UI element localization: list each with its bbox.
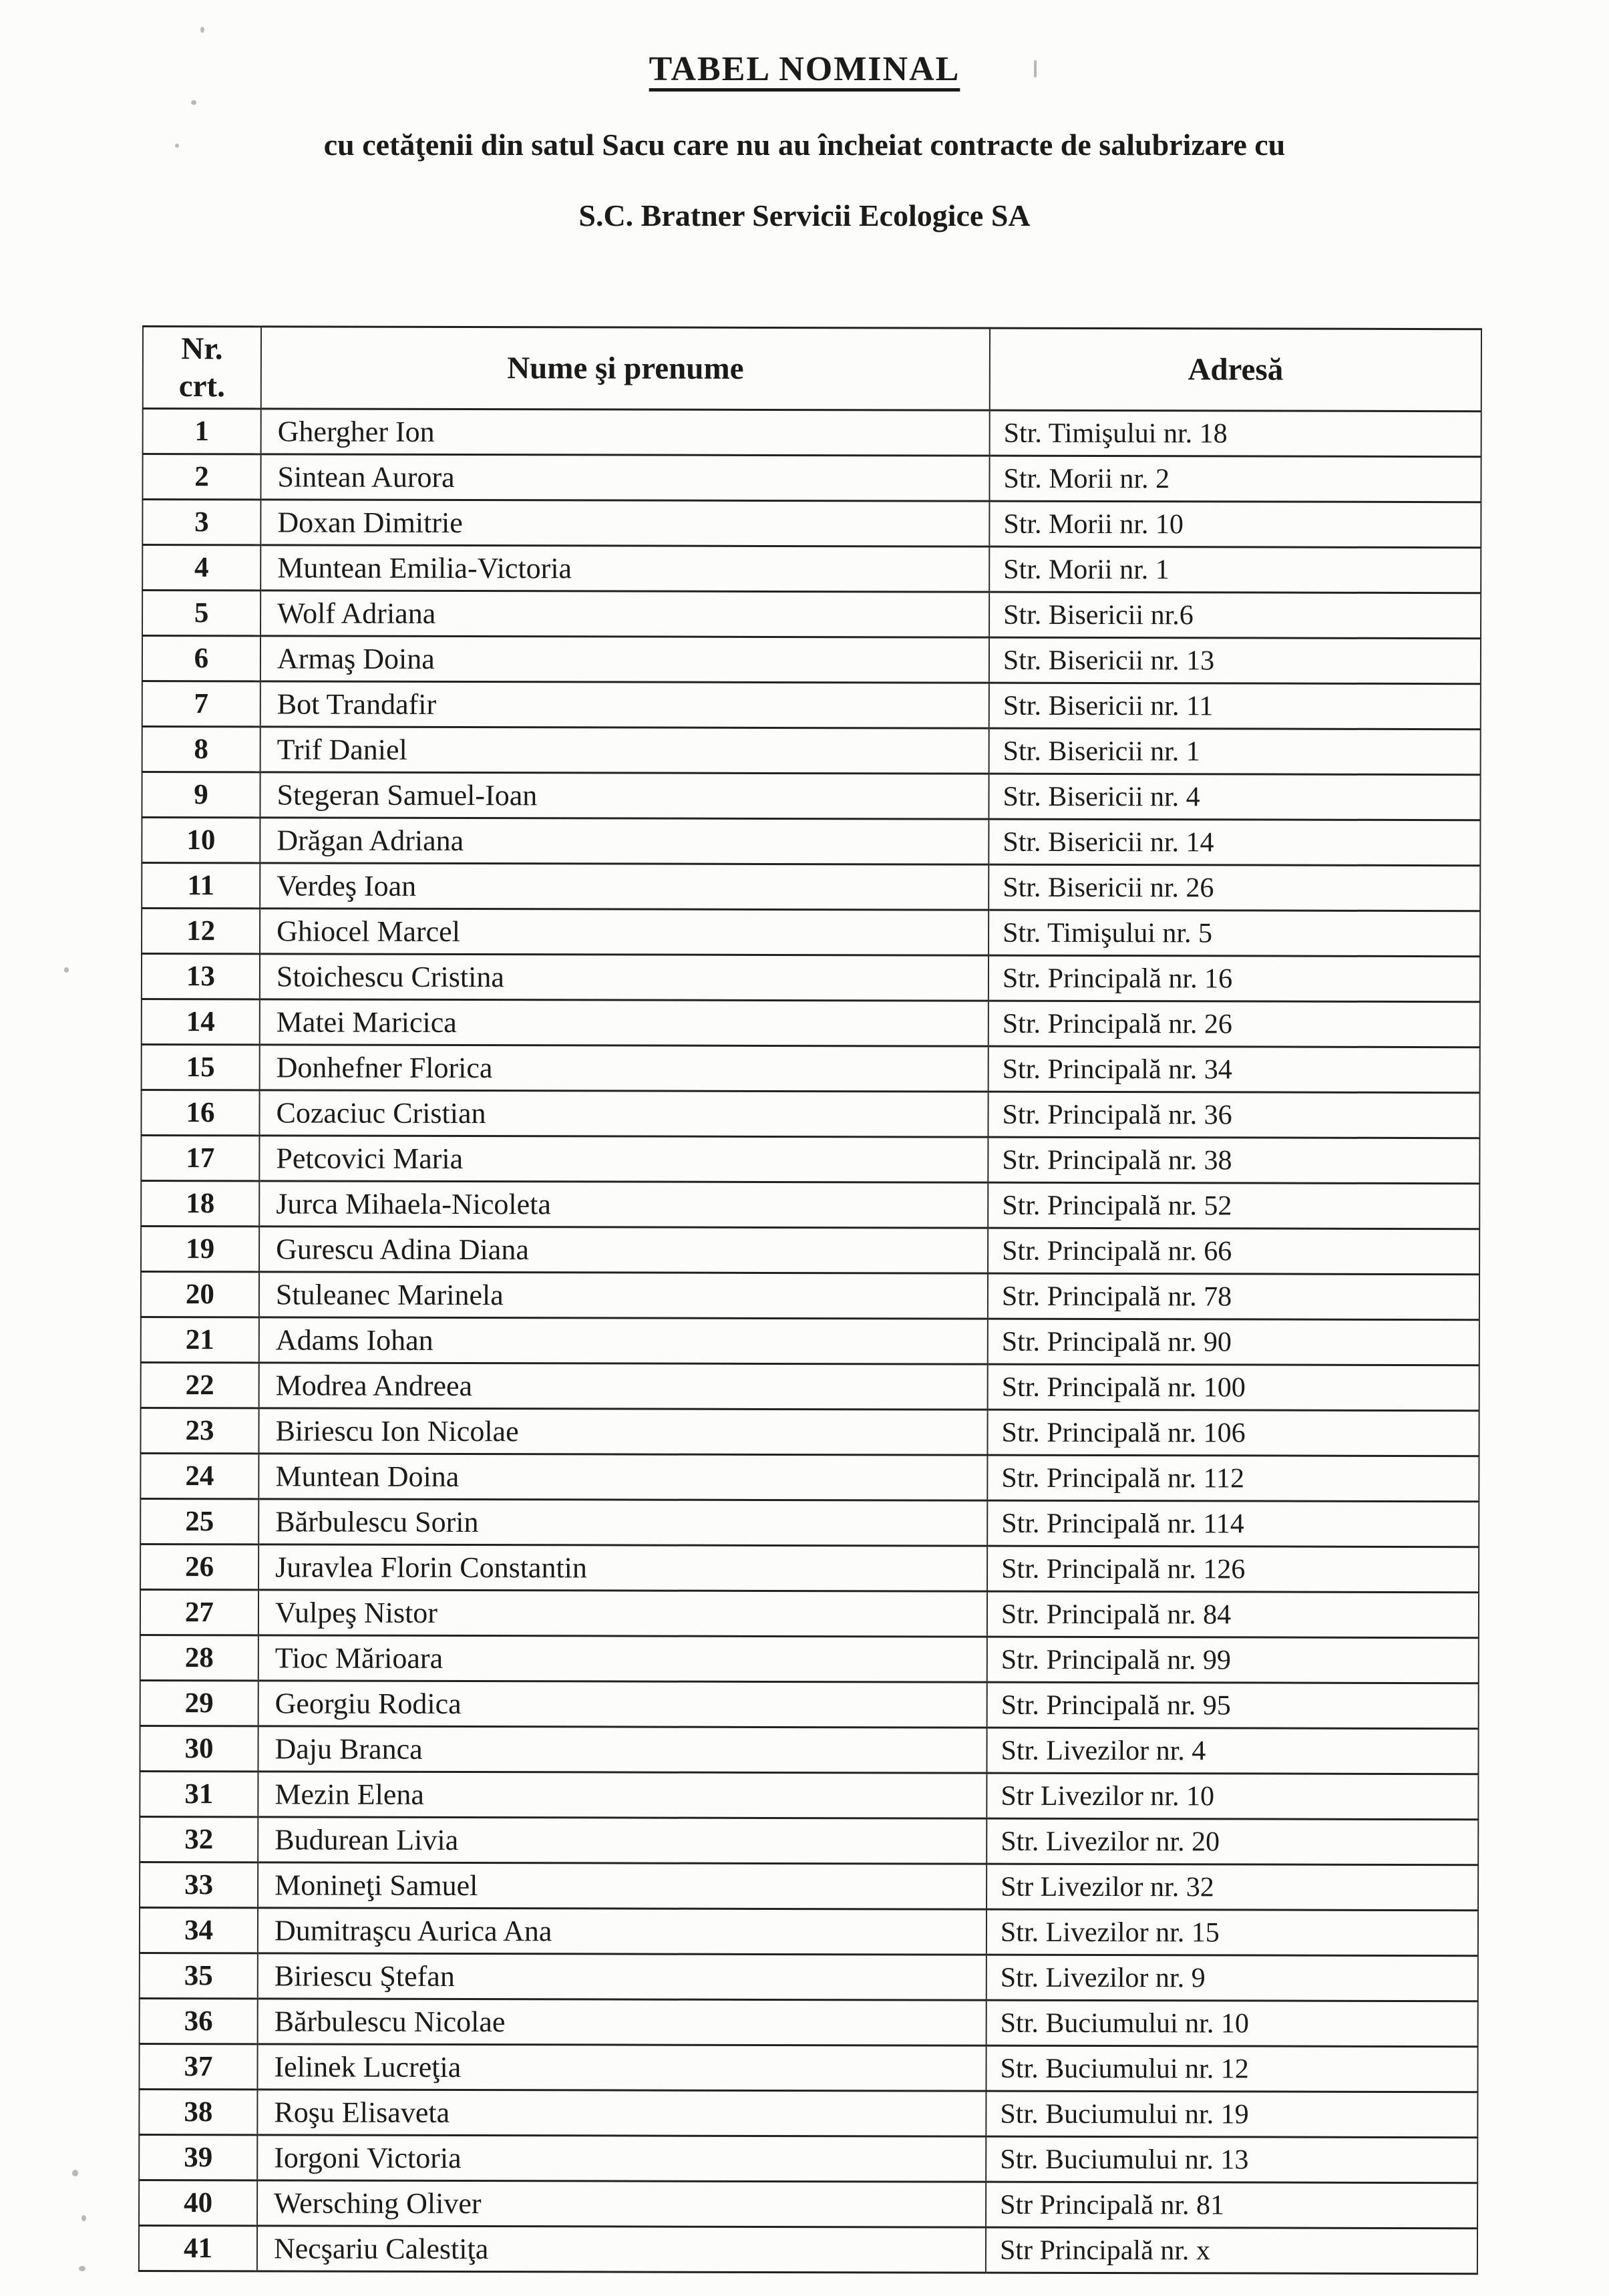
col-header-nr-crt [143, 327, 261, 409]
cell-name: Daju Branca [258, 1726, 987, 1773]
cell-name: Bărbulescu Nicolae [258, 1999, 987, 2045]
cell-name: Stuleanec Marinela [259, 1272, 988, 1319]
cell-address: Str. Bisericii nr.6 [989, 592, 1481, 639]
cell-address: Str. Timişului nr. 5 [989, 910, 1480, 957]
table-row [141, 1271, 1479, 1319]
table-row [140, 1589, 1479, 1637]
cell-address: Str. Livezilor nr. 15 [987, 1909, 1478, 1956]
cell-address: Str. Bisericii nr. 4 [989, 774, 1480, 820]
cell-address: Str. Principală nr. 78 [988, 1273, 1479, 1320]
scan-speck [72, 2170, 78, 2176]
cell-name: Bot Trandafir [260, 681, 989, 728]
col-header-nr-line1: Nr. [181, 331, 223, 366]
cell-nr: 7 [142, 681, 260, 727]
scan-speck [200, 27, 204, 33]
cell-name: Ielinek Lucreţia [257, 2044, 986, 2091]
cell-address: Str. Principală nr. 36 [988, 1092, 1479, 1138]
table-row [140, 1498, 1479, 1546]
table-row [143, 409, 1481, 457]
cell-nr: 4 [142, 545, 260, 591]
cell-address: Str. Principală nr. 66 [988, 1228, 1479, 1275]
cell-nr: 15 [142, 1044, 260, 1090]
cell-name: Armaş Doina [260, 636, 989, 683]
cell-address: Str. Principală nr. 84 [987, 1591, 1479, 1638]
cell-nr: 32 [140, 1816, 258, 1862]
cell-name: Sintean Aurora [260, 454, 989, 501]
scan-speck [191, 100, 196, 105]
cell-nr: 25 [140, 1498, 258, 1544]
scan-speck [81, 2215, 86, 2221]
cell-nr: 18 [141, 1180, 259, 1226]
cell-name: Wolf Adriana [260, 591, 989, 637]
cell-nr: 26 [140, 1544, 258, 1589]
table-row [142, 954, 1480, 1002]
table-row [139, 2180, 1477, 2228]
cell-name: Doxan Dimitrie [260, 500, 989, 546]
cell-name: Cozaciuc Cristian [259, 1090, 988, 1137]
table-row [142, 727, 1481, 775]
cell-address: Str. Morii nr. 10 [989, 501, 1481, 548]
cell-name: Trif Daniel [260, 727, 989, 774]
cell-address: Str Livezilor nr. 10 [987, 1773, 1478, 1820]
table-row [141, 1362, 1479, 1410]
cell-name: Georgiu Rodica [258, 1681, 987, 1728]
cell-nr: 9 [142, 772, 260, 818]
cell-address: Str. Buciumului nr. 13 [986, 2136, 1477, 2183]
cell-nr: 30 [140, 1726, 258, 1771]
cell-name: Muntean Emilia-Victoria [260, 545, 989, 592]
cell-address: Str. Livezilor nr. 20 [987, 1818, 1478, 1865]
cell-nr: 27 [140, 1589, 258, 1635]
citizens-table [138, 325, 1482, 2275]
cell-name: Muntean Doina [258, 1454, 987, 1500]
cell-name: Ghergher Ion [261, 409, 990, 456]
cell-address: Str. Principală nr. 38 [988, 1137, 1479, 1184]
cell-nr: 39 [139, 2134, 257, 2180]
cell-nr: 17 [141, 1135, 259, 1180]
cell-address: Str. Livezilor nr. 4 [987, 1728, 1478, 1774]
cell-name: Jurca Mihaela-Nicoleta [259, 1181, 988, 1228]
table-row [140, 1907, 1478, 1955]
cell-name: Roşu Elisaveta [257, 2090, 986, 2136]
cell-nr: 28 [140, 1635, 258, 1680]
cell-address: Str. Principală nr. 100 [988, 1364, 1479, 1411]
cell-nr: 16 [141, 1090, 259, 1135]
table-row [140, 1408, 1479, 1456]
table-row [140, 1635, 1479, 1683]
cell-nr: 20 [141, 1271, 259, 1317]
cell-nr: 1 [143, 409, 261, 454]
table-row [140, 1816, 1478, 1864]
cell-address: Str Livezilor nr. 32 [987, 1864, 1478, 1911]
table-row [142, 999, 1480, 1047]
cell-nr: 31 [140, 1771, 258, 1816]
cell-nr: 19 [141, 1226, 259, 1271]
cell-name: Monineţi Samuel [258, 1862, 987, 1909]
table-row [142, 818, 1480, 866]
cell-address: Str Principală nr. 81 [986, 2182, 1477, 2229]
cell-address: Str. Bisericii nr. 11 [989, 683, 1481, 729]
cell-nr: 24 [140, 1453, 258, 1498]
cell-address: Str. Principală nr. 52 [988, 1182, 1479, 1229]
cell-nr: 13 [142, 954, 260, 999]
cell-name: Wersching Oliver [257, 2180, 986, 2227]
table-row [141, 1180, 1479, 1228]
cell-address: Str. Principală nr. 16 [989, 955, 1480, 1002]
cell-address: Str. Bisericii nr. 26 [989, 864, 1480, 911]
cell-name: Petcovici Maria [259, 1136, 988, 1182]
table-row [140, 1998, 1478, 2046]
cell-name: Budurean Livia [258, 1817, 987, 1864]
table-row [142, 772, 1480, 820]
cell-nr: 33 [140, 1862, 258, 1907]
cell-name: Biriescu Ion Nicolae [258, 1408, 987, 1455]
table-row [142, 636, 1481, 684]
table-row [142, 591, 1481, 639]
table-header-row [143, 327, 1481, 412]
cell-nr: 6 [142, 636, 260, 681]
cell-nr: 41 [139, 2225, 257, 2271]
table-row [142, 909, 1480, 957]
cell-address: Str. Principală nr. 34 [989, 1046, 1480, 1093]
cell-address: Str. Livezilor nr. 9 [987, 1955, 1478, 2001]
cell-name: Stoichescu Cristina [260, 954, 989, 1001]
table-row [141, 1317, 1479, 1365]
cell-address: Str. Buciumului nr. 10 [987, 2000, 1478, 2047]
cell-address: Str Principală nr. x [986, 2227, 1477, 2274]
cell-address: Str. Bisericii nr. 14 [989, 819, 1480, 866]
table-row [140, 1453, 1479, 1501]
cell-name: Matei Maricica [260, 999, 989, 1046]
cell-name: Ghiocel Marcel [260, 909, 989, 955]
page-title-text: TABEL NOMINAL [649, 50, 960, 88]
table-row [141, 1226, 1479, 1274]
table-row [142, 681, 1481, 729]
cell-address: Str. Principală nr. 106 [987, 1410, 1479, 1456]
table-row [141, 1135, 1479, 1183]
table-row [140, 1953, 1478, 2001]
cell-name: Drăgan Adriana [260, 818, 989, 864]
cell-name: Iorgoni Victoria [257, 2135, 986, 2182]
cell-nr: 10 [142, 818, 260, 863]
cell-name: Vulpeş Nistor [258, 1590, 987, 1637]
cell-nr: 14 [142, 999, 260, 1044]
cell-address: Str. Morii nr. 2 [989, 456, 1481, 502]
cell-name: Adams Iohan [259, 1317, 988, 1364]
cell-nr: 22 [141, 1362, 259, 1408]
cell-address: Str. Bisericii nr. 13 [989, 637, 1481, 684]
cell-address: Str. Principală nr. 90 [988, 1319, 1479, 1365]
cell-nr: 36 [140, 1998, 258, 2043]
cell-address: Str. Principală nr. 112 [987, 1455, 1479, 1502]
cell-name: Dumitraşcu Aurica Ana [258, 1908, 987, 1955]
table-row [139, 2225, 1477, 2273]
table-row [142, 500, 1481, 548]
scan-speck [79, 2266, 85, 2271]
cell-nr: 5 [142, 591, 260, 636]
table-row [142, 454, 1481, 502]
cell-address: Str. Timişului nr. 18 [990, 410, 1481, 457]
table-row [139, 2043, 1477, 2092]
cell-nr: 11 [142, 863, 260, 909]
cell-name: Juravlea Florin Constantin [258, 1544, 987, 1591]
cell-name: Donhefner Florica [260, 1045, 989, 1092]
table-row [140, 1680, 1479, 1728]
cell-nr: 21 [141, 1317, 259, 1362]
table-row [141, 1090, 1479, 1138]
cell-nr: 3 [142, 500, 260, 545]
document-subtitle-1: cu cetăţenii din satul Sacu care nu au încheiat contracte de salubrizare cu [323, 128, 1286, 162]
col-header-name: Nume şi prenume [261, 327, 990, 410]
cell-name: Verdeş Ioan [260, 863, 989, 910]
cell-name: Mezin Elena [258, 1772, 987, 1818]
cell-address: Str. Buciumului nr. 19 [986, 2091, 1477, 2138]
cell-nr: 12 [142, 909, 260, 954]
page-title [0, 49, 1609, 89]
cell-nr: 37 [139, 2043, 257, 2089]
cell-nr: 2 [142, 454, 260, 500]
col-header-nr-line2: crt. [178, 369, 225, 404]
cell-address: Str. Principală nr. 26 [989, 1001, 1480, 1047]
cell-address: Str. Morii nr. 1 [989, 546, 1481, 593]
cell-name: Stegeran Samuel-Ioan [260, 772, 989, 819]
cell-nr: 8 [142, 727, 260, 772]
scan-speck [64, 967, 69, 973]
cell-name: Biriescu Ştefan [258, 1953, 987, 2000]
cell-nr: 23 [140, 1408, 258, 1453]
cell-address: Str. Principală nr. 114 [987, 1500, 1479, 1547]
cell-name: Bărbulescu Sorin [258, 1499, 987, 1546]
table-row [140, 1726, 1478, 1774]
table-row [142, 545, 1481, 593]
table-row [139, 2089, 1477, 2137]
table-row [139, 2134, 1477, 2182]
cell-name: Necşariu Calestiţa [257, 2226, 986, 2273]
col-header-address: Adresă [990, 328, 1481, 412]
cell-address: Str. Principală nr. 99 [987, 1637, 1479, 1683]
cell-name: Tioc Mărioara [258, 1635, 987, 1682]
table-row [142, 1044, 1480, 1092]
cell-nr: 35 [140, 1953, 258, 1998]
cell-name: Modrea Andreea [259, 1363, 988, 1410]
cell-address: Str. Bisericii nr. 1 [989, 728, 1481, 775]
cell-nr: 40 [139, 2180, 257, 2225]
table-row [140, 1544, 1479, 1592]
cell-address: Str. Principală nr. 126 [987, 1546, 1479, 1593]
document-subtitle-2: S.C. Bratner Servicii Ecologice SA [578, 198, 1031, 232]
cell-address: Str. Principală nr. 95 [987, 1682, 1479, 1729]
cell-nr: 34 [140, 1907, 258, 1953]
cell-nr: 29 [140, 1680, 258, 1726]
cell-address: Str. Buciumului nr. 12 [986, 2045, 1477, 2092]
table-body [139, 409, 1481, 2274]
cell-name: Gurescu Adina Diana [259, 1226, 988, 1273]
table-row [142, 863, 1480, 911]
table-row [140, 1862, 1478, 1910]
table-row [140, 1771, 1478, 1819]
cell-nr: 38 [139, 2089, 257, 2134]
